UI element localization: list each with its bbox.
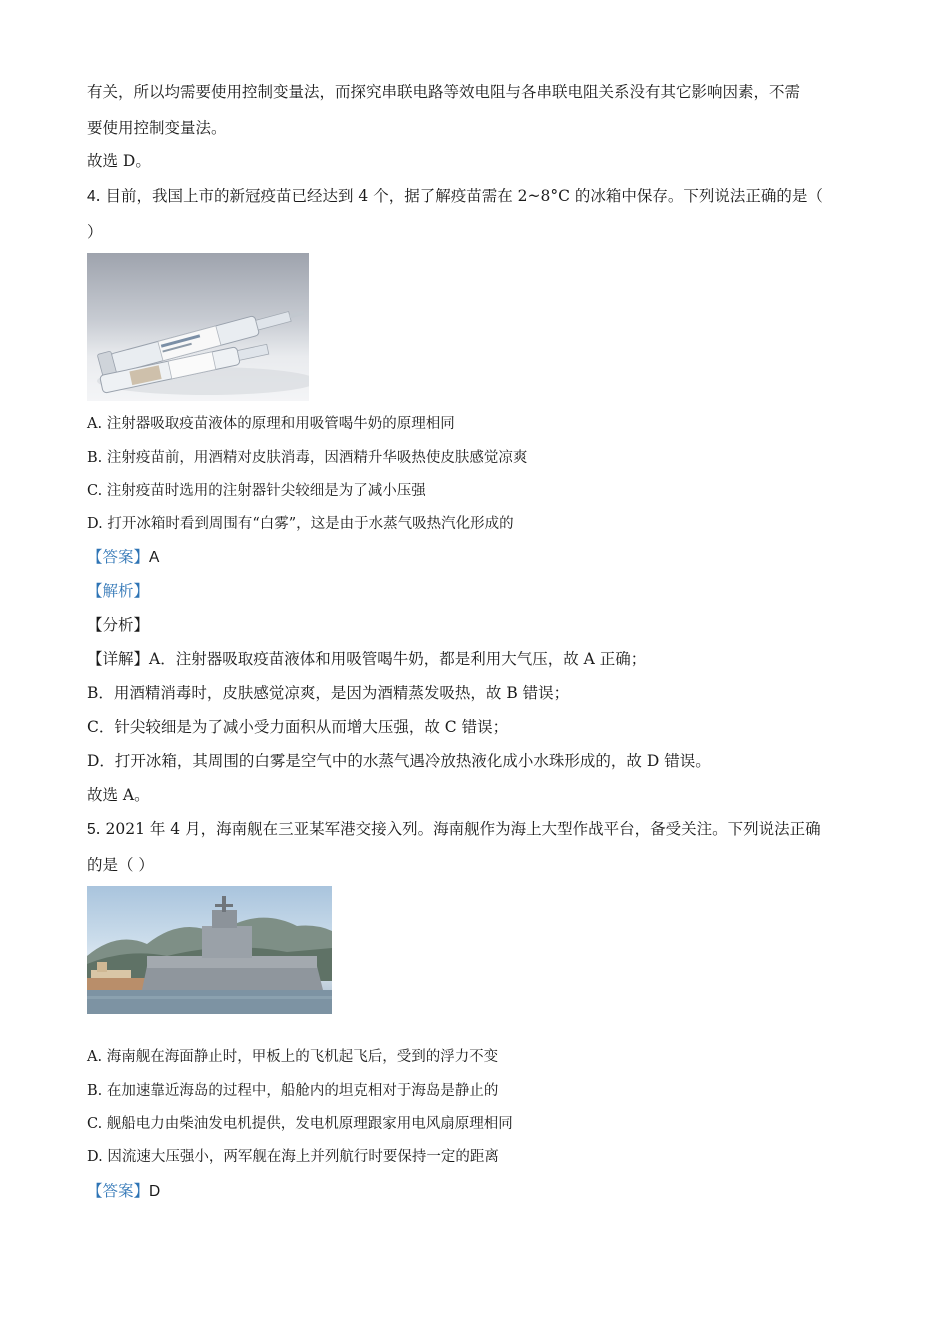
q4-detail-c: C．针尖较细是为了减小受力面积从而增大压强，故 C 错误； bbox=[87, 718, 509, 736]
q4-choice: 故选 A。 bbox=[87, 786, 150, 804]
q5-option-d: D. 因流速大压强小，两军舰在海上并列航行时要保持一定的距离 bbox=[87, 1149, 499, 1165]
q4-detail-tag: 【详解】 bbox=[87, 650, 150, 668]
q4-answer-line bbox=[87, 547, 159, 568]
q5-answer-line bbox=[87, 1181, 160, 1202]
q4-detail-b: B．用酒精消毒时，皮肤感觉凉爽，是因为酒精蒸发吸热，故 B 错误； bbox=[87, 684, 570, 702]
q5-stem-line-2: 的是（ ） bbox=[87, 856, 154, 874]
q5-option-b: B. 在加速靠近海岛的过程中，船舱内的坦克相对于海岛是静止的 bbox=[87, 1083, 499, 1099]
q4-detail-a bbox=[87, 649, 646, 669]
q4-option-b: B. 注射疫苗前，用酒精对皮肤消毒，因酒精升华吸热使皮肤感觉凉爽 bbox=[87, 450, 528, 466]
q5-number: 5 bbox=[87, 821, 96, 838]
q4-option-d: D. 打开冰箱时看到周围有“白雾”，这是由于水蒸气吸热汽化形成的 bbox=[87, 516, 514, 532]
q4-stem-text: . 目前，我国上市的新冠疫苗已经达到 4 个，据了解疫苗需在 2~8°C 的冰箱中保存。下列说法正确的是（ bbox=[95, 187, 823, 205]
q4-fenxi-tag: 【分析】 bbox=[87, 616, 150, 634]
q4-detail-a-text: A．注射器吸取疫苗液体和用吸管喝牛奶，都是利用大气压，故 A 正确； bbox=[149, 650, 647, 668]
q4-option-c: C. 注射疫苗时选用的注射器针尖较细是为了减小压强 bbox=[87, 483, 426, 499]
syringe-photo bbox=[87, 253, 309, 401]
q4-analysis-tag: 【解析】 bbox=[87, 582, 150, 600]
intro-line-1: 有关，所以均需要使用控制变量法，而探究串联电路等效电阻与各串联电阻关系没有其它影响因素，不需 bbox=[87, 83, 801, 101]
q5-answer-tag: 【答案】 bbox=[87, 1182, 150, 1200]
q5-stem-text: . 2021 年 4 月，海南舰在三亚某军港交接入列。海南舰作为海上大型作战平台，备受关注。下列说法正确 bbox=[95, 820, 821, 838]
intro-choice: 故选 D。 bbox=[87, 152, 151, 170]
q5-stem-line-1 bbox=[87, 819, 821, 840]
q4-detail-d: D．打开冰箱，其周围的白雾是空气中的水蒸气遇冷放热液化成小水珠形成的，故 D 错误。 bbox=[87, 752, 711, 770]
q4-answer-tag: 【答案】 bbox=[87, 548, 150, 566]
warship-photo bbox=[87, 886, 332, 1014]
intro-line-2: 要使用控制变量法。 bbox=[87, 119, 227, 137]
q4-stem-line-2: ） bbox=[87, 223, 103, 241]
q4-stem-line-1 bbox=[87, 186, 823, 207]
q4-option-a: A. 注射器吸取疫苗液体的原理和用吸管喝牛奶的原理相同 bbox=[87, 416, 455, 432]
q4-answer: A bbox=[149, 549, 160, 566]
q4-number: 4 bbox=[87, 188, 96, 205]
q5-option-c: C. 舰船电力由柴油发电机提供，发电机原理跟家用电风扇原理相同 bbox=[87, 1116, 513, 1132]
q5-answer: D bbox=[149, 1183, 161, 1200]
q5-option-a: A. 海南舰在海面静止时，甲板上的飞机起飞后，受到的浮力不变 bbox=[87, 1049, 499, 1065]
